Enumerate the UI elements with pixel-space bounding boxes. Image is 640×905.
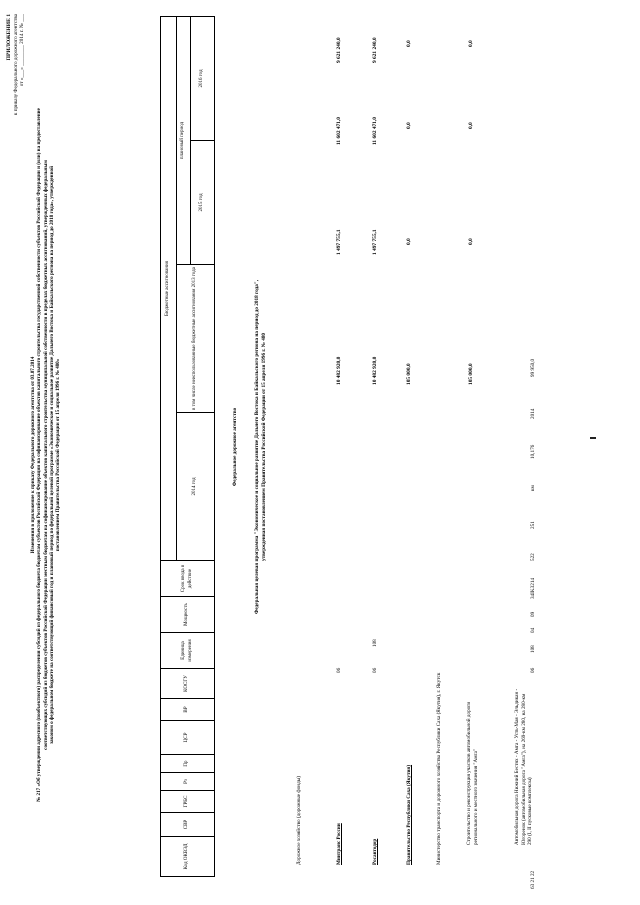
col-budget-group: Бюджетные ассигнования	[161, 16, 177, 560]
row-value-2015: 0,0	[406, 122, 412, 129]
row-vr: 522	[530, 553, 536, 561]
row-unit: км	[530, 485, 536, 491]
row-label: Дорожное хозяйство (дорожные фонды)	[296, 776, 302, 865]
col-2016: 2016 год	[191, 16, 215, 140]
row-label: Строительство и реконструкция участков автомобильной дороги регионального и местного значения "Амга"	[466, 701, 479, 845]
agency-title: Федеральное дорожное агентство	[232, 407, 238, 487]
row-kosgu: 251	[530, 521, 536, 529]
row-value-2013: 1 497 755,1	[336, 229, 342, 255]
row-value-2014: 105 000,0	[468, 363, 474, 385]
row-label: Министерство транспорта и дорожного хозяйства Республики Саха (Якутия), г. Якутск	[436, 672, 442, 865]
col-rz: Рз	[161, 773, 215, 791]
col-2015: 2015 год	[191, 141, 215, 265]
col-2014: 2014 год	[177, 413, 215, 561]
col-pr: Пр	[161, 755, 215, 773]
row-year: 2014	[530, 408, 536, 419]
row-capacity: 10,176	[530, 444, 536, 459]
program-title	[254, 17, 267, 877]
row-value-2015: 11 602 471,0	[336, 116, 342, 145]
col-commission: Срок ввода в действие	[161, 561, 215, 597]
row-rz: 108	[372, 639, 378, 647]
col-capacity: Мощность	[161, 597, 215, 633]
heading-line1: Изменения в приложение к приказу Федерального дорожного агентства от 03.07.2014	[30, 356, 36, 554]
col-planned: плановый период	[177, 16, 191, 264]
col-2013-unused: в том числе неиспользованные бюджетные ассигнования 2013 года	[177, 265, 215, 413]
appendix-block	[6, 14, 26, 154]
row-value-2013: 0,0	[406, 238, 412, 245]
program-line1: Федеральная целевая программа "Экономическое и социальное развитие Дальнего Востока и Байкальского региона на период до 2018 года",	[254, 279, 260, 615]
row-value-2014: 105 000,0	[406, 363, 412, 385]
row-value-2014: 10 482 920,0	[336, 356, 342, 385]
col-csr: ЦСР	[161, 721, 215, 755]
row-value-2013: 0,0	[468, 238, 474, 245]
document-heading	[30, 35, 62, 875]
heading-line5: постановлением Правительства Российской Федерации от 15 апреля 1996 г. № 480»	[55, 358, 62, 552]
row-value-2016: 9 621 240,0	[372, 37, 378, 63]
appendix-title: ПРИЛОЖЕНИЕ 1	[6, 14, 12, 61]
row-rz: 108	[530, 645, 536, 653]
heading-line3: соответствующих субсидий из бюджетов субъектов Российской Федерации местным бюджетам на софинансирование объектов капитального строительства муниципальной собственности в пределах бюджетных ассигнований, утвержденных федеральным	[42, 160, 49, 750]
col-svr: СВР	[161, 813, 215, 837]
row-pr2: 09	[530, 611, 536, 617]
appendix-line2: от «___» ________ 2014 г. № ___	[19, 14, 26, 87]
row-grbs: 06	[530, 667, 536, 673]
appendix-line1: к приказу Федерального дорожного агентства	[12, 14, 19, 116]
row-value-2014: 10 482 920,0	[372, 356, 378, 385]
col-unit: Единица измерения	[161, 633, 215, 669]
row-value-2016: 9 621 240,0	[336, 37, 342, 63]
col-vr: ВР	[161, 699, 215, 721]
row-value-2015: 11 602 471,0	[372, 116, 378, 145]
row-value-2016: 0,0	[468, 40, 474, 47]
row-csr: 34IK3214	[530, 577, 536, 599]
row-grbs: 06	[372, 667, 378, 673]
row-grbs: 06	[336, 667, 342, 673]
scan-mark	[590, 437, 596, 439]
col-grbs: ГРБС	[161, 791, 215, 813]
row-label: Минтранс России	[336, 823, 342, 865]
row-pr: 04	[530, 627, 536, 633]
header-table	[160, 16, 215, 877]
row-label: Росавтодор	[372, 838, 378, 865]
row-label: Правительство Республики Саха (Якутия)	[406, 764, 412, 865]
row-label: Автомобильная дорога Нижний Бестях - Амга - Усть-Мая - Эльдикан - Югоренок (автомобильная дорога "Амга"), на 269-км 280, на 280-км 290 (I, II пусковые комплексы)	[514, 688, 533, 845]
col-okved: Код ОКВЭД	[161, 837, 215, 877]
row-okved: 63 21 22	[530, 870, 536, 889]
row-value-2013: 1 497 755,1	[372, 229, 378, 255]
row-value-2015: 0,0	[468, 122, 474, 129]
program-line2: утвержденная постановлением Правительства Российской Федерации от 15 апреля 1996 г. № 480	[260, 332, 267, 562]
col-kosgu: КОСГУ	[161, 669, 215, 699]
row-value-2016: 0,0	[406, 40, 412, 47]
row-value-2014: 99 950,0	[530, 358, 536, 377]
heading-line2: № 217 «Об утверждении адресного (пообъектного) распределения субсидий из федерального бюджета бюджетам субъектов Российской Федерации на софинансирование объектов капитального строительства государственной собственности субъектов Российской Федерации и (или) на предоставление	[36, 108, 43, 802]
heading-line4: законом о федеральном бюджете на соответствующий финансовый год и плановый период по федеральной целевой программе «Экономическое и социальное развитие Дальнего Востока и Байкальского региона на период до 2018 года», утвержденной	[49, 165, 56, 745]
